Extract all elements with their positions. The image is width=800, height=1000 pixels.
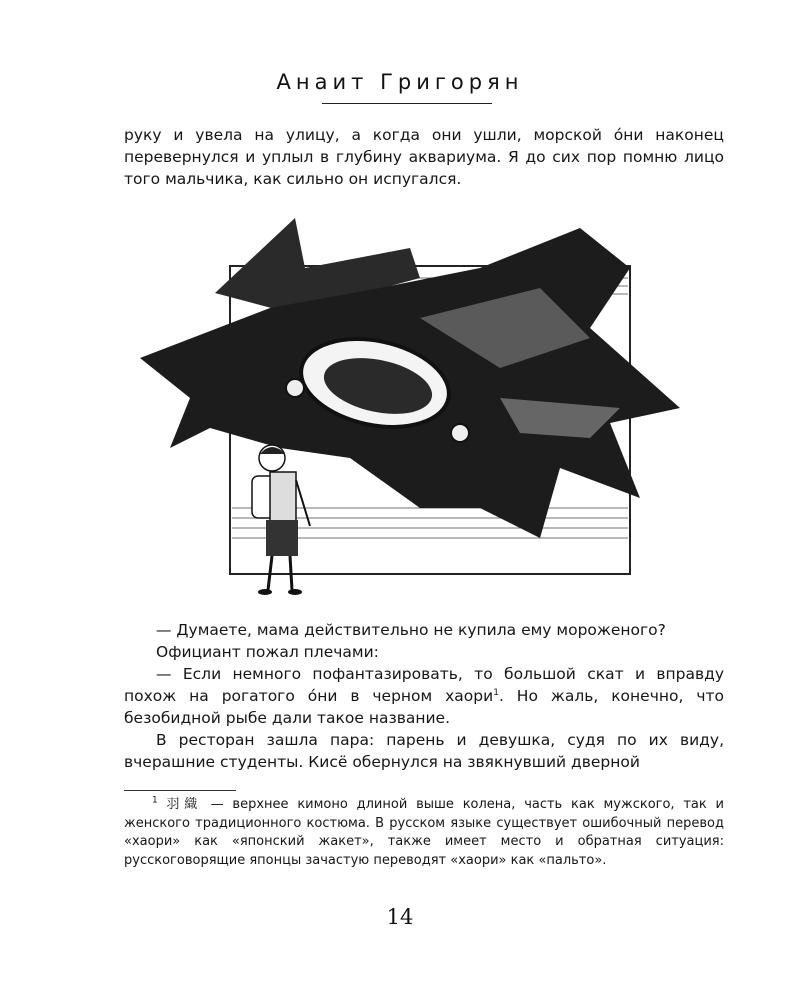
header-rule bbox=[322, 103, 492, 104]
top-text-block bbox=[124, 124, 724, 190]
dialogue-line-2-start: — Если немного пофантазировать, то большой скат и вправду похож на рогатого óни в черном хаори bbox=[124, 665, 724, 705]
footnote-reference: 1 bbox=[493, 687, 499, 698]
page-number: 14 bbox=[386, 905, 414, 929]
paragraph-continuation: руку и увела на улицу, а когда они ушли, морской óни наконец перевернулся и уплыл в глубину аквариума. Я до сих пор помню лицо того мальчика, как сильно он испугался. bbox=[124, 126, 724, 188]
manta-eye-right bbox=[451, 424, 469, 442]
dialogue-line-2 bbox=[124, 663, 724, 729]
manta-ray-aquarium-illustration bbox=[120, 208, 690, 600]
running-header-author: Анаит Григорян bbox=[276, 70, 524, 94]
narration-paragraph: В ресторан зашла пара: парень и девушка, судя по их виду, вчерашние студенты. Кисё обернулся на звякнувший дверной bbox=[124, 731, 724, 771]
footnote-separator bbox=[124, 790, 236, 791]
footnote bbox=[124, 796, 724, 870]
footnote-text: 羽織 — верхнее кимоно длиной выше колена, часть как мужского, так и женского традиционного костюма. В русском языке существует ошибочный перевод «хаори» как «японский жакет», также имеет место и обратная ситуация: русскоговорящие японцы зачастую переводят «хаори» как «пальто». bbox=[124, 797, 724, 868]
dialogue-line-2-end: . Но жаль, конечно, что безобидной рыбе дали такое название. bbox=[124, 687, 725, 727]
bottom-text-block bbox=[124, 619, 724, 773]
footnote-marker: 1 bbox=[152, 795, 158, 806]
dialogue-line-1: — Думаете, мама действительно не купила ему мороженого? bbox=[156, 621, 666, 639]
boy-figure bbox=[252, 445, 310, 595]
narration-line: Официант пожал плечами: bbox=[156, 643, 379, 661]
manta-eye-left bbox=[286, 379, 304, 397]
